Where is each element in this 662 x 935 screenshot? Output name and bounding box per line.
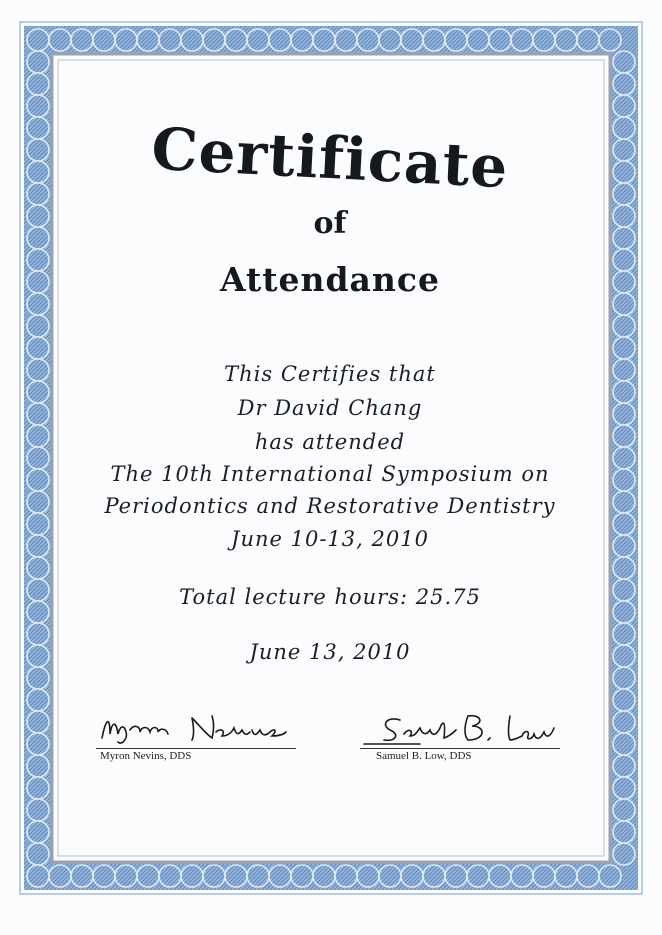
signature-block-low [360,708,560,762]
event-line-2: Periodontics and Restorative Dentistry [104,494,556,518]
signatory-name: Myron Nevins, DDS [100,750,192,762]
lecture-hours: Total lecture hours: 25.75 [179,585,481,609]
recipient-name: Dr David Chang [237,396,423,420]
certifies-line: This Certifies that [224,362,436,386]
event-dates: June 10-13, 2010 [231,527,429,551]
signature-line [360,748,560,749]
signature-nevins [96,708,296,748]
certificate-content [60,60,600,832]
certificate-title: Certificate [149,114,511,202]
signatory-name: Samuel B. Low, DDS [376,750,472,762]
signature-low [360,708,560,748]
has-attended-line: has attended [254,430,406,454]
issue-date: June 13, 2010 [249,640,411,664]
signature-line [96,748,296,749]
event-line-1: The 10th International Symposium on [110,462,550,486]
signature-block-nevins [96,708,296,762]
certificate-subtitle: Attendance [219,260,441,299]
title-of: of [313,206,347,241]
